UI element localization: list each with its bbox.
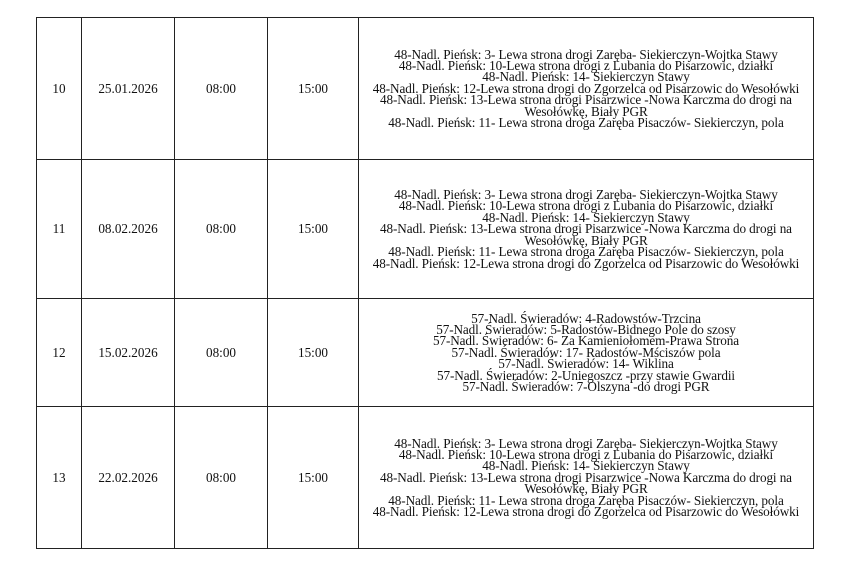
row-number-cell: 12 bbox=[37, 299, 82, 407]
location-entry: 57-Nadl. Świeradów: 17- Radostów-Mściszów pola bbox=[451, 344, 721, 360]
location-entry: 57-Nadl. Świeradów: 6- Za Kamieniołomem-Prawa Strona bbox=[432, 333, 740, 349]
location-entry: 48-Nadl. Pieńsk: 14- Siekierczyn Stawy bbox=[482, 69, 690, 85]
location-entry: 48-Nadl. Pieńsk: 10-Lewa strona drogi z Lubania do Pisarzowic, działki bbox=[398, 198, 774, 214]
location-entry: 57-Nadl. Świeradów: 14- Wiklina bbox=[498, 356, 674, 372]
location-entry: 57-Nadl. Świeradów: 7-Olszyna -do drogi PGR bbox=[462, 379, 710, 395]
location-entry: 48-Nadl. Pieńsk: 3- Lewa strona drogi Zaręba- Siekierczyn-Wojtka Stawy bbox=[394, 46, 778, 62]
table-row bbox=[37, 160, 814, 299]
location-entry: 48-Nadl. Pieńsk: 13-Lewa strona drogi Pisarzwice -Nowa Karczma do drogi na Wesołówkę, Biały PGR bbox=[380, 92, 792, 119]
start-time-cell: 08:00 bbox=[175, 18, 268, 160]
locations-cell bbox=[359, 160, 814, 299]
locations-cell bbox=[359, 18, 814, 160]
location-entry: 48-Nadl. Pieńsk: 11- Lewa strona droga Zaręba Pisaczów- Siekierczyn, pola bbox=[388, 244, 784, 260]
location-entry: 48-Nadl. Pieńsk: 3- Lewa strona drogi Zaręba- Siekierczyn-Wojtka Stawy bbox=[394, 187, 778, 203]
schedule-body bbox=[37, 18, 814, 549]
row-number-cell: 10 bbox=[37, 18, 82, 160]
schedule-table bbox=[36, 17, 814, 549]
location-entry: 48-Nadl. Pieńsk: 14- Siekierczyn Stawy bbox=[482, 458, 690, 474]
locations-cell bbox=[359, 299, 814, 407]
locations-cell bbox=[359, 407, 814, 549]
location-entry: 48-Nadl. Pieńsk: 12-Lewa strona drogi do Zgorzelca od Pisarzowic do Wesołówki bbox=[372, 255, 800, 271]
location-entry: 48-Nadl. Pieńsk: 12-Lewa strona drogi do Zgorzelca od Pisarzowic do Wesołówki bbox=[372, 504, 800, 520]
date-cell: 25.01.2026 bbox=[82, 18, 175, 160]
location-entry: 48-Nadl. Pieńsk: 11- Lewa strona droga Zaręba Pisaczów- Siekierczyn, pola bbox=[388, 492, 784, 508]
table-row bbox=[37, 299, 814, 407]
end-time-cell: 15:00 bbox=[268, 299, 359, 407]
location-entry: 48-Nadl. Pieńsk: 10-Lewa strona drogi z Lubania do Pisarzowic, działki bbox=[398, 446, 774, 462]
location-entry: 48-Nadl. Pieńsk: 14- Siekierczyn Stawy bbox=[482, 209, 690, 225]
row-number-cell: 13 bbox=[37, 407, 82, 549]
location-entry: 57-Nadl. Świeradów: 5-Radostów-Bidnego Pole do szosy bbox=[436, 321, 736, 337]
end-time-cell: 15:00 bbox=[268, 160, 359, 299]
start-time-cell: 08:00 bbox=[175, 299, 268, 407]
location-entry: 57-Nadl. Świeradów: 2-Uniegoszcz -przy stawie Gwardii bbox=[437, 367, 735, 383]
row-number-cell: 11 bbox=[37, 160, 82, 299]
date-cell: 15.02.2026 bbox=[82, 299, 175, 407]
date-cell: 08.02.2026 bbox=[82, 160, 175, 299]
location-entry: 48-Nadl. Pieńsk: 11- Lewa strona droga Zaręba Pisaczów- Siekierczyn, pola bbox=[388, 115, 784, 131]
location-entry: 48-Nadl. Pieńsk: 3- Lewa strona drogi Zaręba- Siekierczyn-Wojtka Stawy bbox=[394, 435, 778, 451]
location-entry: 48-Nadl. Pieńsk: 13-Lewa strona drogi Pisarzwice -Nowa Karczma do drogi na Wesołówkę, Biały PGR bbox=[380, 469, 792, 497]
start-time-cell: 08:00 bbox=[175, 160, 268, 299]
location-entry: 57-Nadl. Świeradów: 4-Radowstów-Trzcina bbox=[471, 310, 701, 326]
location-entry: 48-Nadl. Pieńsk: 12-Lewa strona drogi do Zgorzelca od Pisarzowic do Wesołówki bbox=[372, 80, 800, 96]
table-row bbox=[37, 18, 814, 160]
location-entry: 48-Nadl. Pieńsk: 10-Lewa strona drogi z Lubania do Pisarzowic, działki bbox=[398, 57, 774, 73]
location-entry: 48-Nadl. Pieńsk: 13-Lewa strona drogi Pisarzwice -Nowa Karczma do drogi na Wesołówkę, Biały PGR bbox=[380, 221, 792, 248]
start-time-cell: 08:00 bbox=[175, 407, 268, 549]
end-time-cell: 15:00 bbox=[268, 18, 359, 160]
date-cell: 22.02.2026 bbox=[82, 407, 175, 549]
end-time-cell: 15:00 bbox=[268, 407, 359, 549]
table-row bbox=[37, 407, 814, 549]
